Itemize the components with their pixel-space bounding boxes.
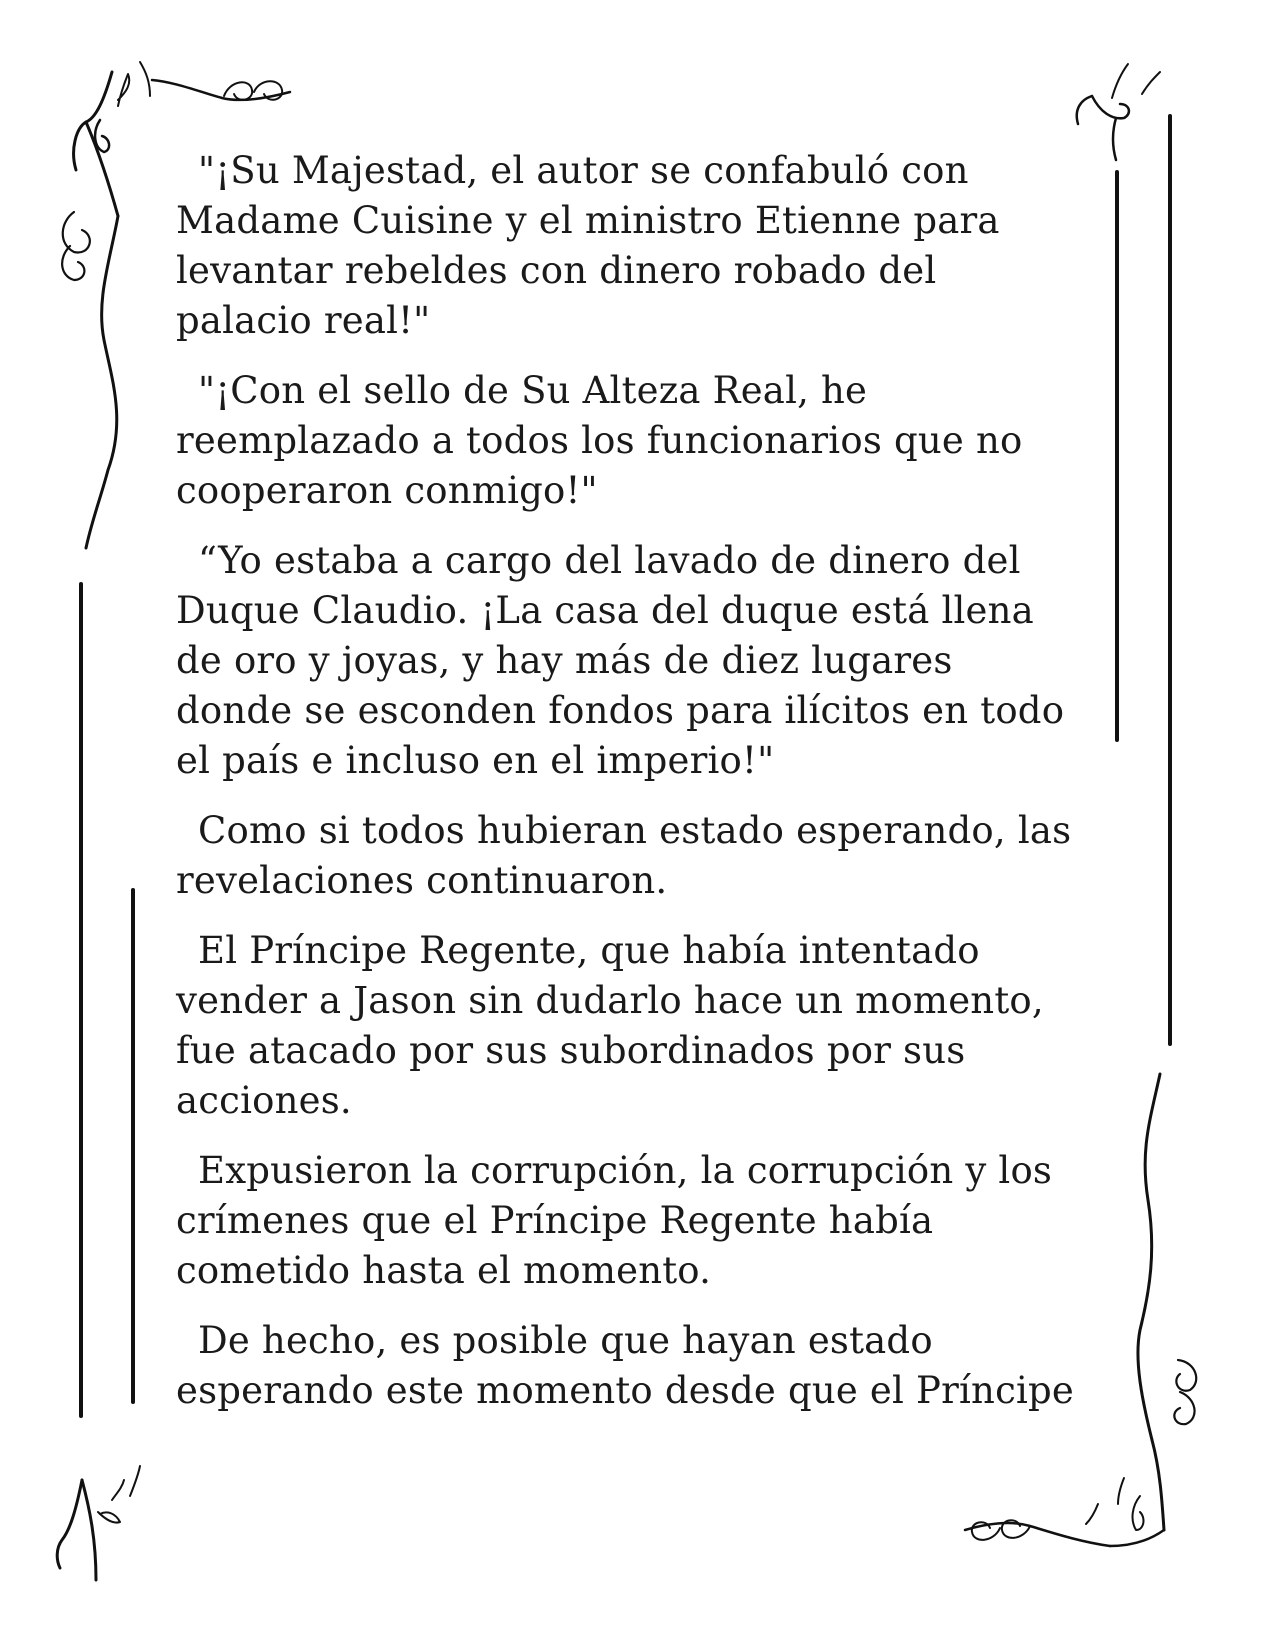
paragraph: De hecho, es posible que hayan estado esperando este momento desde que el Príncipe <box>176 1319 1075 1412</box>
flourish-top-right-icon <box>1077 64 1160 160</box>
paragraph: "¡Su Majestad, el autor se confabuló con Madame Cuisine y el ministro Etienne para levantar rebeldes con dinero robado del palacio real!" <box>176 149 1000 342</box>
paragraph: "¡Con el sello de Su Alteza Real, he reemplazado a todos los funcionarios que no cooperaron conmigo!" <box>176 369 1023 512</box>
paragraph: El Príncipe Regente, que había intentado vender a Jason sin dudarlo hace un momento, fue atacado por sus subordinados por sus acciones. <box>176 929 1044 1122</box>
paragraph: “Yo estaba a cargo del lavado de dinero del Duque Claudio. ¡La casa del duque está llena de oro y joyas, y hay más de diez lugares donde se esconden fondos para ilícitos en todo el país e incluso en el imperio!" <box>176 539 1065 782</box>
flourish-bottom-left-icon <box>57 1466 140 1580</box>
paragraph: Expusieron la corrupción, la corrupción y los crímenes que el Príncipe Regente había cometido hasta el momento. <box>176 1149 1053 1292</box>
paragraph: Como si todos hubieran estado esperando, las revelaciones continuaron. <box>176 809 1072 902</box>
document-body <box>176 146 1076 1436</box>
